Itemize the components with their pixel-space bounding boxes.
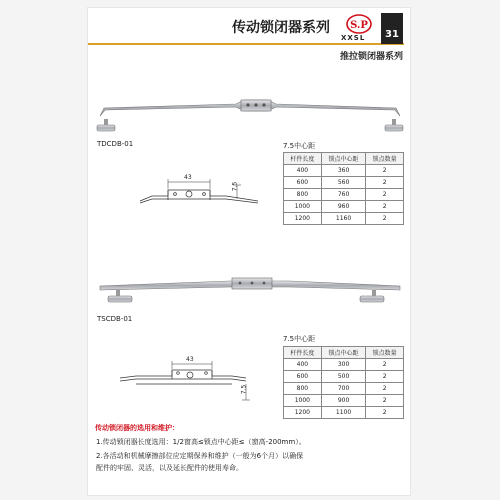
table-cell: 2 <box>366 359 404 371</box>
table-cell: 360 <box>321 165 366 177</box>
table-cell: 700 <box>321 383 366 395</box>
table-cell: 2 <box>366 383 404 395</box>
table-row <box>284 201 404 213</box>
table-row <box>284 383 404 395</box>
table-row <box>284 213 404 225</box>
column-header: 锁点数量 <box>366 347 404 359</box>
table-cell: 800 <box>284 189 322 201</box>
model-code: TDCDB-01 <box>97 140 134 148</box>
table-cell: 500 <box>321 371 366 383</box>
table-cell: 2 <box>366 189 404 201</box>
table-row <box>284 165 404 177</box>
table-cell: 300 <box>321 359 366 371</box>
table-row <box>284 359 404 371</box>
table-cell: 1000 <box>284 395 322 407</box>
table-cell: 600 <box>284 177 322 189</box>
line-drawing-tdcdb <box>140 179 258 203</box>
spacing-label: 7.5中心距 <box>283 142 316 150</box>
table-row <box>284 395 404 407</box>
table-cell: 560 <box>321 177 366 189</box>
table-cell: 2 <box>366 371 404 383</box>
logo-mark: S.P <box>350 20 368 31</box>
dimension-width: 43 <box>186 356 194 363</box>
table-cell: 900 <box>321 395 366 407</box>
table-cell: 800 <box>284 383 322 395</box>
spec-table <box>283 346 404 419</box>
table-cell: 1100 <box>321 407 366 419</box>
table-cell: 2 <box>366 213 404 225</box>
table-row <box>284 177 404 189</box>
page-title: 传动锁闭器系列 <box>232 20 330 36</box>
table-cell: 1160 <box>321 213 366 225</box>
product-photo-tdcdb <box>97 100 403 131</box>
table-cell: 400 <box>284 359 322 371</box>
dimension-height: 7.5 <box>240 384 248 395</box>
table-cell: 2 <box>366 407 404 419</box>
section-subtitle: 推拉锁闭器系列 <box>340 52 404 62</box>
column-header: 锁点中心距 <box>321 347 366 359</box>
table-cell: 2 <box>366 165 404 177</box>
line-drawing-tscdb <box>120 361 250 400</box>
model-code: TSCDB-01 <box>97 315 133 323</box>
table-cell: 760 <box>321 189 366 201</box>
column-header: 锁点数量 <box>366 153 404 165</box>
dimension-height: 7.5 <box>231 181 239 192</box>
spacing-label: 7.5中心距 <box>283 335 316 343</box>
column-header: 杆件长度 <box>284 153 322 165</box>
column-header: 杆件长度 <box>284 347 322 359</box>
table-cell: 400 <box>284 165 322 177</box>
note-line: 配件的牢固、灵活，以及延长配件的使用寿命。 <box>96 464 243 472</box>
table-cell: 1000 <box>284 201 322 213</box>
product-photo-tscdb <box>100 278 400 302</box>
note-line: 2.各活动和机械摩擦部位应定期保养和维护（一般为6个月）以确保 <box>96 452 304 460</box>
table-cell: 2 <box>366 201 404 213</box>
notes-title: 传动锁闭器的选用和维护： <box>95 424 179 432</box>
column-header: 锁点中心距 <box>321 153 366 165</box>
dimension-width: 43 <box>184 174 192 181</box>
table-cell: 960 <box>321 201 366 213</box>
table-row <box>284 371 404 383</box>
spec-table <box>283 152 404 225</box>
table-cell: 2 <box>366 177 404 189</box>
table-cell: 600 <box>284 371 322 383</box>
table-row <box>284 189 404 201</box>
table-cell: 1200 <box>284 213 322 225</box>
table-cell: 2 <box>366 395 404 407</box>
table-cell: 1200 <box>284 407 322 419</box>
brand-name: XXSL <box>341 34 366 42</box>
table-row <box>284 407 404 419</box>
note-line: 1.传动锁闭器长度选用：1/2窗高≤锁点中心距≤（窗高-200mm）。 <box>96 438 306 446</box>
page-number: 31 <box>381 13 403 44</box>
